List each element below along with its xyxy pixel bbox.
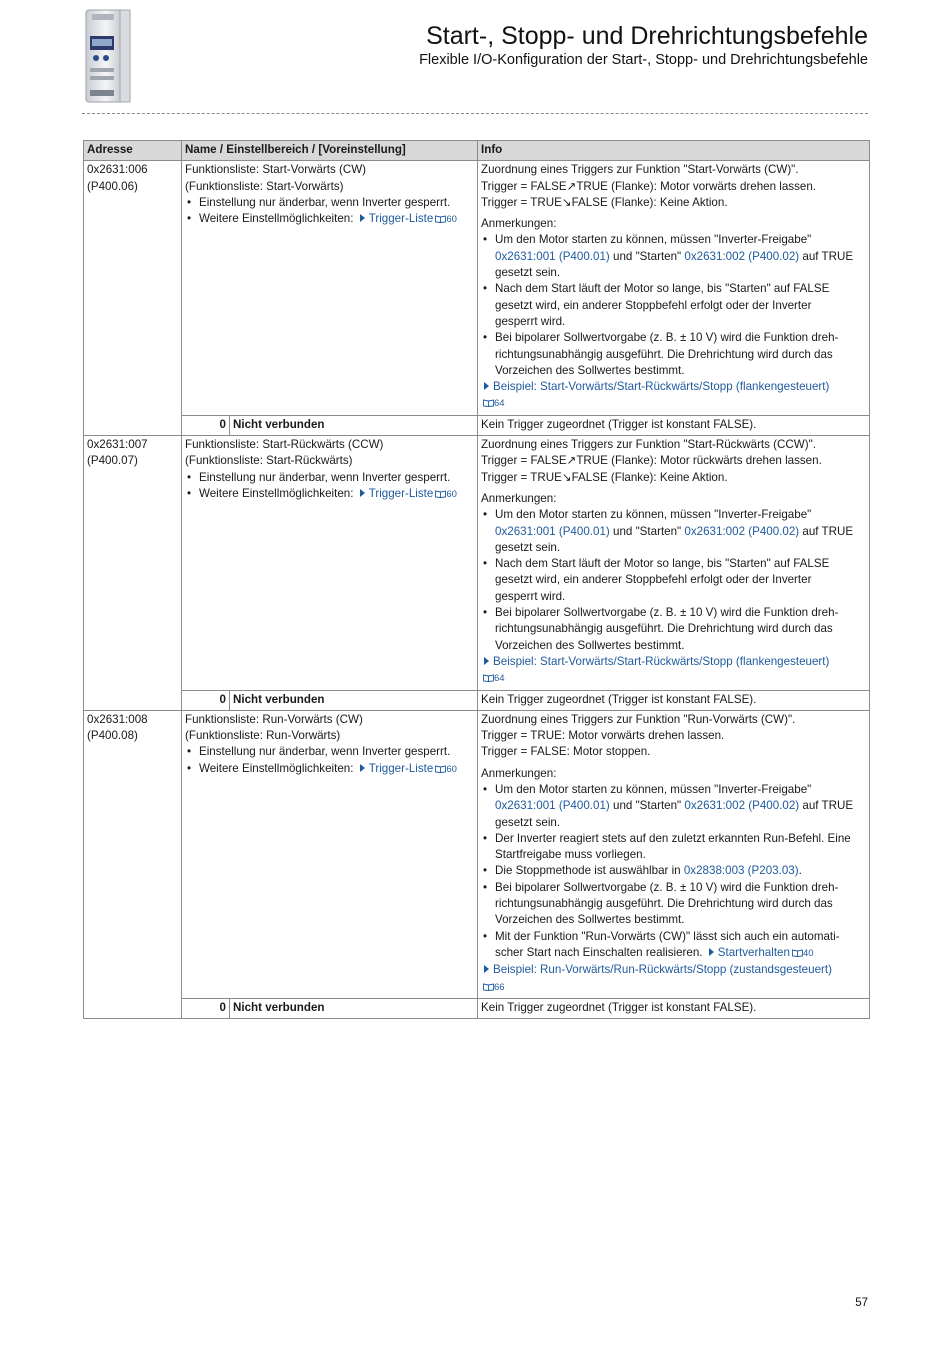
value-name: Nicht verbunden (230, 415, 478, 435)
remark-bullet: • Um den Motor starten zu können, müssen "Inverter-Freigabe" (481, 507, 866, 523)
book-page-icon (483, 674, 494, 682)
bullet-change-note: • Einstellung nur änderbar, wenn Inverter gesperrt. (185, 744, 474, 760)
value-info: Kein Trigger zugeordnet (Trigger ist konstant FALSE). (478, 998, 870, 1018)
remark-continuation: gesperrt wird. (495, 314, 566, 328)
book-page-icon (435, 215, 446, 223)
page-title: Start-, Stopp- und Drehrichtungsbefehle (426, 22, 868, 50)
remark-bullet: • Um den Motor starten zu können, müssen "Inverter-Freigabe" (481, 782, 866, 798)
name-cell (182, 436, 478, 690)
link-arrow-icon (360, 489, 365, 497)
start-behaviour-link[interactable]: Startverhalten (717, 945, 790, 959)
bullet-more-settings: • Weitere Einstellmöglichkeiten: Trigger-Liste 60 (185, 486, 474, 503)
table-row (84, 710, 870, 998)
link-arrow-icon (484, 382, 489, 390)
value-info: Kein Trigger zugeordnet (Trigger ist konstant FALSE). (478, 690, 870, 710)
trigger-list-link[interactable]: Trigger-Liste (368, 212, 434, 226)
param-link[interactable]: 0x2838:003 (P203.03) (683, 864, 799, 878)
value-number: 0 (182, 998, 230, 1018)
parameter-table (83, 140, 870, 1019)
example-page-line (481, 670, 866, 687)
remark-continuation: 0x2631:001 (P400.01) und "Starten" 0x2631:002 (P400.02) auf TRUE (495, 799, 854, 813)
link-arrow-icon (484, 657, 489, 665)
page-ref[interactable]: 60 (446, 763, 457, 775)
example-link-line (481, 379, 866, 395)
example-page-line (481, 979, 866, 996)
bullet-change-note: • Einstellung nur änderbar, wenn Inverter gesperrt. (185, 470, 474, 486)
info-line: Trigger = FALSE: Motor stoppen. (481, 745, 651, 759)
param-link[interactable]: 0x2631:001 (P400.01) (495, 799, 610, 813)
remark-bullet: • Die Stoppmethode ist auswählbar in 0x2838:003 (P203.03). (481, 863, 866, 879)
table-row-value (84, 998, 870, 1018)
address-cell (84, 161, 182, 436)
page-ref[interactable]: 66 (494, 981, 505, 993)
column-header-info: Info (478, 141, 870, 161)
value-number: 0 (182, 415, 230, 435)
book-page-icon (435, 765, 446, 773)
column-header-name: Name / Einstellbereich / [Voreinstellung] (182, 141, 478, 161)
remark-continuation: 0x2631:001 (P400.01) und "Starten" 0x2631:002 (P400.02) auf TRUE (495, 524, 854, 538)
param-link[interactable]: 0x2631:002 (P400.02) (684, 249, 800, 263)
parameter-name: Funktionsliste: Run-Vorwärts (CW) (185, 712, 363, 726)
remark-bullet: • Bei bipolarer Sollwertvorgabe (z. B. ± 10 V) wird die Funktion dreh- (481, 880, 866, 896)
remarks-label: Anmerkungen: (481, 766, 557, 780)
remark-continuation: Vorzeichen des Sollwertes bestimmt. (495, 363, 685, 377)
column-header-address: Adresse (84, 141, 182, 161)
remark-bullet: • Um den Motor starten zu können, müssen "Inverter-Freigabe" (481, 232, 866, 248)
bullet-more-settings: • Weitere Einstellmöglichkeiten: Trigger-Liste 60 (185, 761, 474, 778)
book-page-icon (435, 490, 446, 498)
info-line: Zuordnung eines Triggers zur Funktion "Start-Rückwärts (CCW)". (481, 438, 816, 452)
remark-bullet: • Nach dem Start läuft der Motor so lange, bis "Starten" auf FALSE (481, 556, 866, 572)
info-line: Trigger = TRUE↘FALSE (Flanke): Keine Aktion. (481, 470, 728, 484)
param-link[interactable]: 0x2631:002 (P400.02) (684, 799, 800, 813)
remark-continuation: Startfreigabe muss vorliegen. (495, 848, 646, 862)
link-arrow-icon (484, 965, 489, 973)
address: 0x2631:006 (87, 163, 148, 177)
page-ref[interactable]: 60 (446, 214, 457, 226)
name-cell (182, 161, 478, 415)
page-ref[interactable]: 60 (446, 488, 457, 500)
table-row-value (84, 690, 870, 710)
info-cell (478, 161, 870, 415)
parameter-name-short: (Funktionsliste: Start-Vorwärts) (185, 179, 344, 193)
info-line: Zuordnung eines Triggers zur Funktion "Run-Vorwärts (CW)". (481, 712, 796, 726)
parameter-name-short: (Funktionsliste: Run-Vorwärts) (185, 729, 341, 743)
remark-continuation: gesperrt wird. (495, 589, 566, 603)
info-line: Trigger = FALSE↗TRUE (Flanke): Motor rückwärts drehen lassen. (481, 454, 822, 468)
bullet-change-note: • Einstellung nur änderbar, wenn Inverter gesperrt. (185, 195, 474, 211)
parameter-name-short: (Funktionsliste: Start-Rückwärts) (185, 454, 353, 468)
table-row (84, 161, 870, 415)
address-cell (84, 710, 182, 1018)
example-link[interactable]: Beispiel: Start-Vorwärts/Start-Rückwärts/Stopp (flankengesteuert) (493, 654, 830, 668)
book-page-icon (483, 983, 494, 991)
info-line: Zuordnung eines Triggers zur Funktion "Start-Vorwärts (CW)". (481, 163, 799, 177)
page-ref[interactable]: 64 (494, 398, 505, 410)
parameter-number: (P400.06) (87, 179, 138, 193)
example-link[interactable]: Beispiel: Start-Vorwärts/Start-Rückwärts/Stopp (flankengesteuert) (493, 380, 830, 394)
header-separator (82, 113, 868, 114)
example-page-line (481, 395, 866, 412)
example-link[interactable]: Beispiel: Run-Vorwärts/Run-Rückwärts/Stopp (zustandsgesteuert) (493, 963, 832, 977)
link-arrow-icon (360, 214, 365, 222)
info-cell (478, 710, 870, 998)
remark-continuation: gesetzt sein. (495, 540, 561, 554)
book-page-icon (792, 949, 803, 957)
remark-bullet: • Nach dem Start läuft der Motor so lange, bis "Starten" auf FALSE (481, 281, 866, 297)
example-link-line (481, 962, 866, 978)
remark-continuation: gesetzt wird, ein anderer Stoppbefehl erfolgt oder der Inverter (495, 298, 812, 312)
remark-continuation: scher Start nach Einschalten realisieren. Startverhalten 40 (495, 945, 814, 959)
address: 0x2631:008 (87, 712, 148, 726)
remark-continuation: richtungsunabhängig ausgeführt. Die Drehrichtung wird durch das (495, 347, 833, 361)
table-header-row (84, 141, 870, 161)
parameter-number: (P400.07) (87, 454, 138, 468)
address-cell (84, 436, 182, 711)
param-link[interactable]: 0x2631:002 (P400.02) (684, 524, 800, 538)
inverter-device-icon (82, 6, 134, 106)
page-subtitle: Flexible I/O-Konfiguration der Start-, Stopp- und Drehrichtungsbefehle (419, 52, 868, 68)
info-cell (478, 436, 870, 690)
remark-continuation: richtungsunabhängig ausgeführt. Die Drehrichtung wird durch das (495, 897, 833, 911)
page-ref[interactable]: 40 (802, 947, 814, 959)
book-page-icon (483, 399, 494, 407)
remark-bullet: • Der Inverter reagiert stets auf den zuletzt erkannten Run-Befehl. Eine (481, 831, 866, 847)
remark-continuation: gesetzt sein. (495, 266, 561, 280)
remark-bullet: • Bei bipolarer Sollwertvorgabe (z. B. ± 10 V) wird die Funktion dreh- (481, 605, 866, 621)
remark-continuation: richtungsunabhängig ausgeführt. Die Drehrichtung wird durch das (495, 622, 833, 636)
example-link-line (481, 654, 866, 670)
value-name: Nicht verbunden (230, 998, 478, 1018)
remarks-label: Anmerkungen: (481, 217, 557, 231)
table-row-value (84, 415, 870, 435)
link-arrow-icon (360, 764, 365, 772)
remark-continuation: 0x2631:001 (P400.01) und "Starten" 0x2631:002 (P400.02) auf TRUE (495, 249, 854, 263)
remark-continuation: gesetzt sein. (495, 815, 561, 829)
remark-continuation: gesetzt wird, ein anderer Stoppbefehl erfolgt oder der Inverter (495, 573, 812, 587)
remark-bullet: • Mit der Funktion "Run-Vorwärts (CW)" lässt sich auch ein automati- (481, 929, 866, 945)
remarks-label: Anmerkungen: (481, 491, 557, 505)
info-line: Trigger = TRUE: Motor vorwärts drehen lassen. (481, 729, 725, 743)
trigger-list-link[interactable]: Trigger-Liste (368, 761, 434, 775)
param-link[interactable]: 0x2631:001 (P400.01) (495, 249, 610, 263)
trigger-list-link[interactable]: Trigger-Liste (368, 486, 434, 500)
param-link[interactable]: 0x2631:001 (P400.01) (495, 524, 610, 538)
bullet-more-settings: • Weitere Einstellmöglichkeiten: Trigger-Liste 60 (185, 211, 474, 228)
remark-continuation: Vorzeichen des Sollwertes bestimmt. (495, 913, 685, 927)
value-number: 0 (182, 690, 230, 710)
page-number: 57 (855, 1297, 868, 1309)
value-info: Kein Trigger zugeordnet (Trigger ist konstant FALSE). (478, 415, 870, 435)
table-row (84, 436, 870, 690)
parameter-name: Funktionsliste: Start-Vorwärts (CW) (185, 163, 367, 177)
parameter-name: Funktionsliste: Start-Rückwärts (CCW) (185, 438, 384, 452)
remark-continuation: Vorzeichen des Sollwertes bestimmt. (495, 638, 685, 652)
info-line: Trigger = FALSE↗TRUE (Flanke): Motor vorwärts drehen lassen. (481, 179, 817, 193)
remark-bullet: • Bei bipolarer Sollwertvorgabe (z. B. ± 10 V) wird die Funktion dreh- (481, 330, 866, 346)
page-ref[interactable]: 64 (494, 673, 505, 685)
address: 0x2631:007 (87, 438, 148, 452)
parameter-number: (P400.08) (87, 729, 138, 743)
info-line: Trigger = TRUE↘FALSE (Flanke): Keine Aktion. (481, 195, 728, 209)
value-name: Nicht verbunden (230, 690, 478, 710)
name-cell (182, 710, 478, 998)
link-arrow-icon (709, 948, 714, 956)
